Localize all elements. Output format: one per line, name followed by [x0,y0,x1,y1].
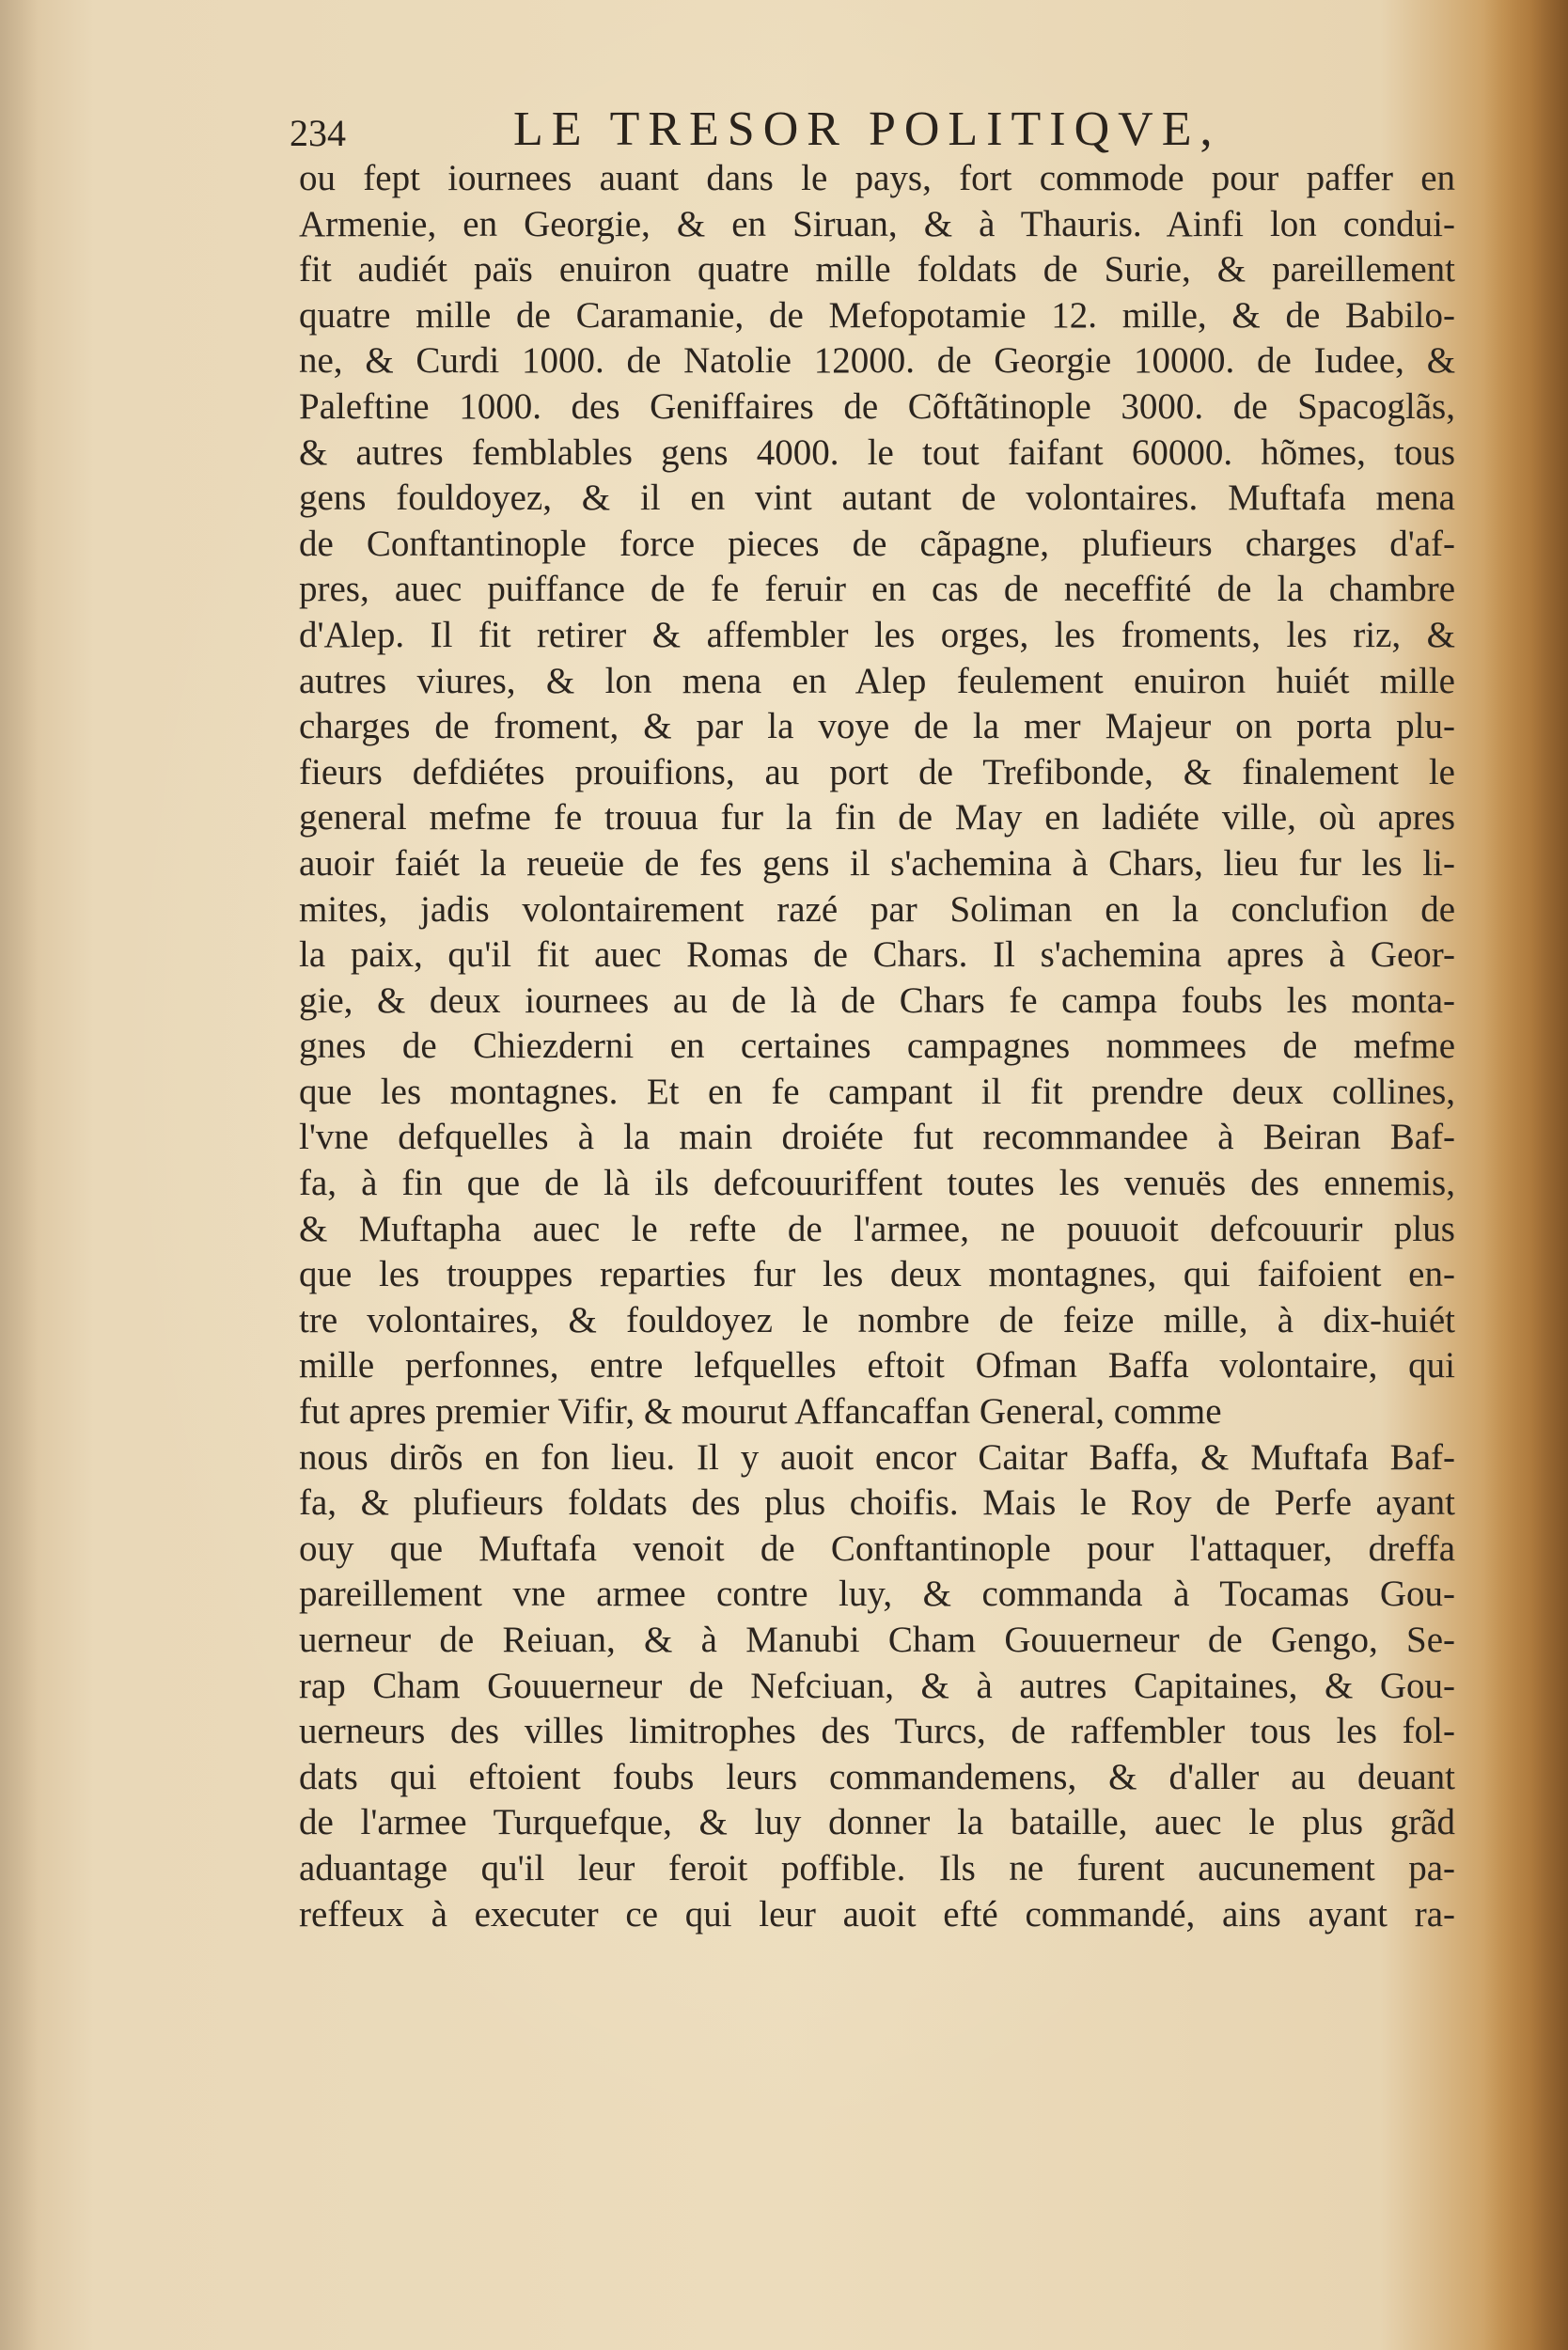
text-line: uerneur de Reiuan, & à Manubi Cham Gouuerneur de Gengo, Se- [299,1620,1456,1660]
running-title: LE TRESOR POLITIQVE, [513,102,1221,156]
text-line: de l'armee Turquefque, & luy donner la bataille, auec le plus grãd [299,1802,1456,1843]
text-line: reffeux à executer ce qui leur auoit efté commandé, ains ayant ra- [299,1893,1455,1935]
text-line: ne, & Curdi 1000. de Natolie 12000. de Georgie 10000. de Iudee, & [299,340,1456,382]
text-line: nous dirõs en fon lieu. Il y auoit encor Caitar Baffa, & Muftafa Baf- [299,1436,1455,1478]
text-line: fieurs defdiétes prouifions, au port de Trefibonde, & finalement le [299,751,1455,792]
text-line: l'vne defquelles à la main droiéte fut recommandee à Beiran Baf- [299,1117,1456,1158]
page-number: 234 [290,112,346,154]
text-line: fut apres premier Vifir, & mourut Affancaffan General, comme [299,1391,1222,1433]
text-line: que les montagnes. Et en fe campant il fit prendre deux collines, [299,1071,1456,1112]
text-line: gie, & deux iournees au de là de Chars fe campa foubs les monta- [299,979,1456,1021]
text-line: general mefme fe trouua fur la fin de May en ladiéte ville, où apres [299,797,1455,838]
text-line: quatre mille de Caramanie, de Mefopotamie 12. mille, & de Babilo- [299,294,1455,336]
text-line: gens fouldoyez, & il en vint autant de volontaires. Muftafa mena [299,478,1455,519]
page-gutter-shadow [1483,0,1568,2350]
text-line: mille perfonnes, entre lefquelles eftoit Ofman Baffa volontaire, qui [299,1345,1455,1386]
text-line: dats qui eftoient foubs leurs commandemens, & d'aller au deuant [299,1756,1455,1797]
body-text [299,156,1455,1937]
text-line: ouy que Muftafa venoit de Conftantinople pour l'attaquer, dreffa [299,1528,1456,1569]
text-line: Armenie, en Georgie, & en Siruan, & à Thauris. Ainfi lon condui- [299,203,1455,244]
text-line: ou fept iournees auant dans le pays, fort commode pour paffer en [299,158,1456,198]
text-line: que les trouppes reparties fur les deux montagnes, qui faifoient en- [299,1254,1455,1295]
text-line: charges de froment, & par la voye de la mer Majeur on porta plu- [299,706,1456,747]
text-line: gnes de Chiezderni en certaines campagnes nommees de mefme [299,1026,1456,1067]
text-line: mites, jadis volontairement razé par Soliman en la conclufion de [299,888,1456,930]
text-line: aduantage qu'il leur feroit poffible. Ils ne furent aucunement pa- [299,1847,1456,1888]
page-left-edge [0,0,38,2350]
text-line: pareillement vne armee contre luy, & commanda à Tocamas Gou- [299,1574,1455,1615]
text-line: fa, à fin que de là ils defcouuriffent toutes les venuës des ennemis, [299,1163,1455,1204]
text-line: fit audiét païs enuiron quatre mille foldats de Surie, & pareillement [299,249,1455,290]
text-line: tre volontaires, & fouldoyez le nombre de feize mille, à dix-huiét [299,1299,1456,1340]
text-line: autres viures, & lon mena en Alep feulement enuiron huiét mille [299,660,1455,701]
text-line: de Conftantinople force pieces de cãpagne, plufieurs charges d'af- [299,523,1456,564]
text-line: & Muftapha auec le refte de l'armee, ne pouuoit defcouurir plus [299,1208,1455,1249]
text-line: rap Cham Gouuerneur de Nefciuan, & à autres Capitaines, & Gou- [299,1665,1456,1706]
text-line: fa, & plufieurs foldats des plus choifis. Mais le Roy de Perfe ayant [299,1482,1455,1524]
text-line: uerneurs des villes limitrophes des Turcs, de raffembler tous les fol- [299,1711,1455,1752]
text-line: la paix, qu'il fit auec Romas de Chars. Il s'achemina apres à Geor- [299,934,1455,976]
text-line: d'Alep. Il fit retirer & affembler les orges, les froments, les riz, & [299,614,1455,655]
text-line: & autres femblables gens 4000. le tout faifant 60000. hõmes, tous [299,431,1456,473]
text-line: pres, auec puiffance de fe feruir en cas de neceffité de la chambre [299,569,1456,610]
text-line: Paleftine 1000. des Geniffaires de Cõftãtinople 3000. de Spacoglãs, [299,385,1455,427]
text-line: auoir faiét la reueüe de fes gens il s'achemina à Chars, lieu fur les li- [299,842,1455,884]
